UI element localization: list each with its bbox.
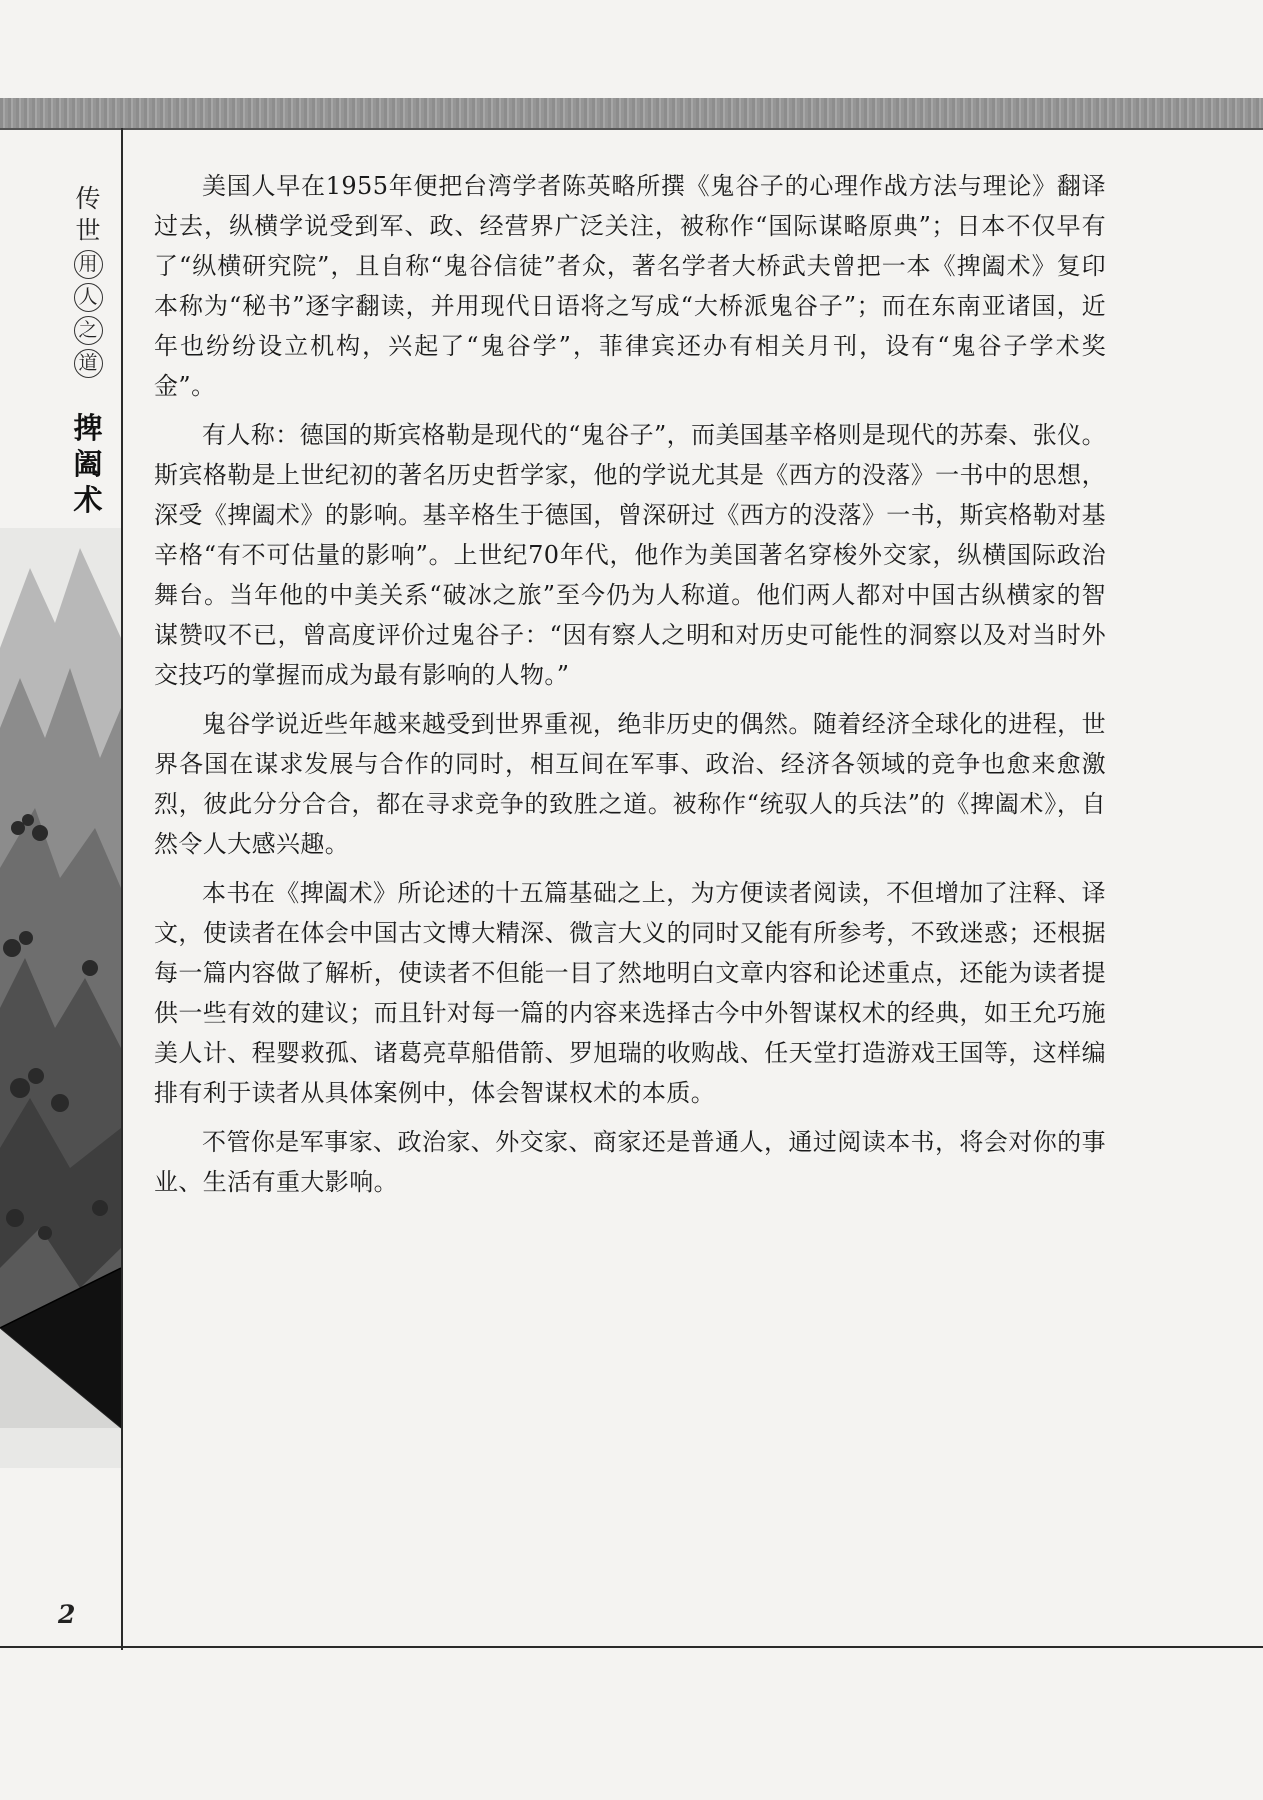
sidebar-divider [121,128,123,1650]
series-title-char: 世 [75,216,101,245]
book-title [70,410,106,518]
footer-rule [0,1646,1263,1648]
body-text [154,166,1106,1211]
series-circled-char: 用 [74,250,103,279]
series-title-char: 传 [75,184,101,213]
header-band [0,98,1263,130]
series-circled-char: 之 [74,316,103,345]
paragraph: 鬼谷学说近些年越来越受到世界重视，绝非历史的偶然。随着经济全球化的进程，世界各国在谋求发展与合作的同时，相互间在军事、政治、经济各领域的竞争也愈来愈激烈，彼此分分合合，都在寻求竞争的致胜之道。被称作“统驭人的兵法”的《捭阖术》，自然令人大感兴趣。 [154,710,1106,858]
series-circled-char: 人 [74,283,103,312]
series-title [70,184,106,380]
book-title-char: 术 [73,483,103,517]
paragraph: 有人称：德国的斯宾格勒是现代的“鬼谷子”，而美国基辛格则是现代的苏秦、张仪。斯宾格勒是上世纪初的著名历史哲学家，他的学说尤其是《西方的没落》一书中的思想，深受《捭阖术》的影响。基辛格生于德国，曾深研过《西方的没落》一书，斯宾格勒对基辛格“有不可估量的影响”。上世纪70年代，他作为美国著名穿梭外交家，纵横国际政治舞台。当年他的中美关系“破冰之旅”至今仍为人称道。他们两人都对中国古纵横家的智谋赞叹不已，曾高度评价过鬼谷子：“因有察人之明和对历史可能性的洞察以及对当时外交技巧的掌握而成为最有影响的人物。” [154,421,1106,689]
series-circled-char: 道 [74,349,103,378]
page-number: 2 [58,1600,76,1629]
paragraph: 本书在《捭阖术》所论述的十五篇基础之上，为方便读者阅读，不但增加了注释、译文，使读者在体会中国古文博大精深、微言大义的同时又能有所参考，不致迷惑；还根据每一篇内容做了解析，使读者不但能一目了然地明白文章内容和论述重点，还能为读者提供一些有效的建议；而且针对每一篇的内容来选择古今中外智谋权术的经典，如王允巧施美人计、程婴救孤、诸葛亮草船借箭、罗旭瑞的收购战、任天堂打造游戏王国等，这样编排有利于读者从具体案例中，体会智谋权术的本质。 [154,879,1106,1107]
paragraph: 美国人早在1955年便把台湾学者陈英略所撰《鬼谷子的心理作战方法与理论》翻译过去，纵横学说受到军、政、经营界广泛关注，被称作“国际谋略原典”；日本不仅早有了“纵横研究院”，且自称“鬼谷信徒”者众，著名学者大桥武夫曾把一本《捭阖术》复印本称为“秘书”逐字翻读，并用现代日语将之写成“大桥派鬼谷子”；而在东南亚诸国，近年也纷纷设立机构，兴起了“鬼谷学”，菲律宾还办有相关月刊，设有“鬼谷子学术奖金”。 [154,172,1106,400]
paragraph: 不管你是军事家、政治家、外交家、商家还是普通人，通过阅读本书，将会对你的事业、生活有重大影响。 [154,1128,1106,1196]
book-title-char: 捭 [73,411,103,445]
landscape-illustration [0,528,121,1468]
book-title-char: 阖 [73,447,103,481]
